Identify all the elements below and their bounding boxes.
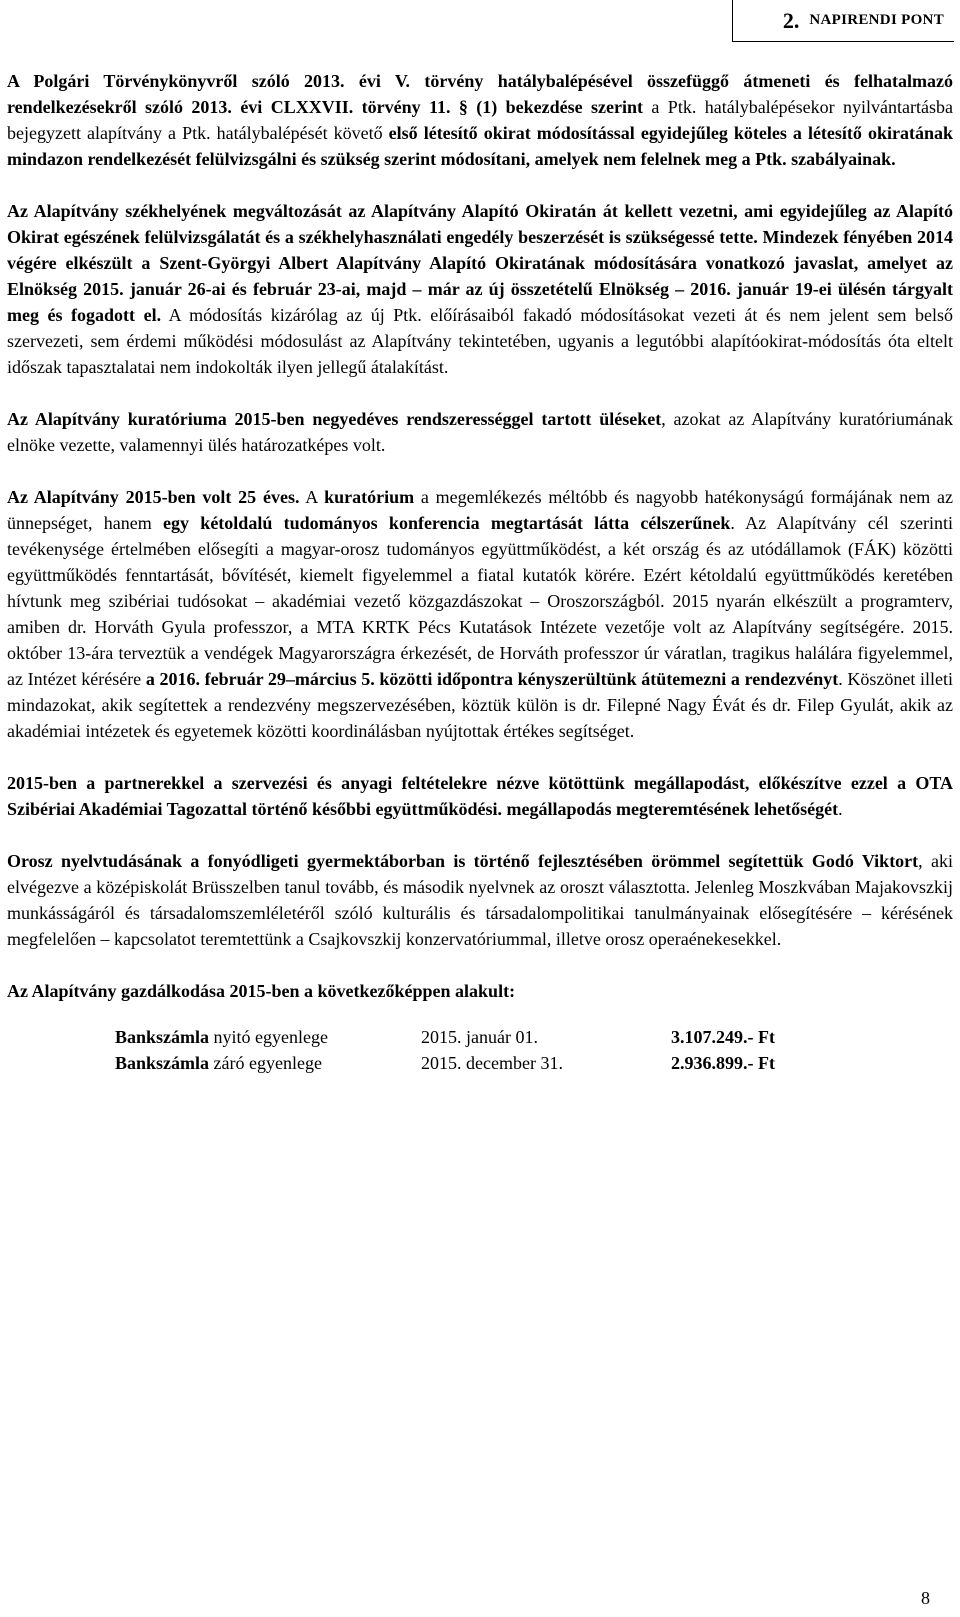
- balance-label-bold: Bankszámla: [115, 1027, 210, 1047]
- agenda-item-number: 2.: [782, 7, 800, 33]
- p1-text: a Ptk. hatálybalépésekor nyilvántartásba bejegyzett alapítvány a Ptk. hatálybalépését követő: [7, 97, 954, 143]
- p4-text-f: . Az Alapítvány cél szerinti tevékenysége értelmében elősegíti a magyar-orosz tudományos együttműködést, a két ország és az utódállamok (FÁK) közötti együttműködés fenntartását, bővítését, kiemelt figyelemmel a fiatal kutatók körére. Ezért kétoldalú együttműködés keretében hívtunk meg szibériai tudósokat – akadémiai vezető közgazdászokat – Oroszországból. 2015 nyarán elkészült a programterv, amiben dr. Horváth Gyula professzor, a MTA KRTK Pécs Kutatások Intézete vezetője volt az Alapítvány segítségére. 2015. október 13-ára terveztük a vendégek Magyarországra érkezését, de Horváth professzor úr váratlan, tragikus halálára figyelemmel, az Intézet kérésére: [7, 513, 953, 689]
- p4-text-d: a megemlékezés méltóbb és nagyobb hatékonyságú formájának nem az ünnepséget, hanem: [7, 487, 954, 533]
- balance-label: [115, 1024, 421, 1050]
- balance-amount: 3.107.249.- Ft: [671, 1027, 775, 1047]
- p6-text: , aki elvégezve a középiskolát Brüsszelben tanul tovább, és második nyelvnek az oroszt választotta. Jelenleg Moszkvában Majakovszkij munkásságáról és társadalomszemléletéről szóló kulturális és társadalompolitikai tanulmányainak elősegítésére – kérésének megfelelően – kapcsolatot teremtettünk a Csajkovszkij konzervatóriummal, illetve orosz operaénekesekkel.: [7, 851, 953, 949]
- document-body: [7, 68, 953, 1076]
- p4-bold-a: Az Alapítvány 2015-ben volt 25 éves.: [7, 487, 300, 507]
- p3-text: , azokat az Alapítvány kuratóriumának elnöke vezette, valamennyi ülés határozatképes volt.: [7, 409, 953, 455]
- table-row: [115, 1024, 775, 1050]
- balance-label-rest: nyitó egyenlege: [209, 1027, 328, 1047]
- p4-text-h: . Köszönet illeti mindazokat, akik segítettek a rendezvény megszervezésében, köztük külön is dr. Filepné Nagy Évát és dr. Filep Gyulát, akik az akadémiai intézetek és egyetemek közötti koordinálásban nyújtottak értékes segítséget.: [7, 669, 953, 741]
- balance-label: [115, 1050, 421, 1076]
- paragraph-scholarship: [7, 848, 953, 952]
- paragraph-ptk-law: [7, 68, 953, 172]
- balance-date: 2015. december 31.: [421, 1053, 563, 1073]
- p3-bold: Az Alapítvány kuratóriuma 2015-ben negyedéves rendszerességgel tartott üléseket: [7, 409, 662, 429]
- balance-amount: 2.936.899.- Ft: [671, 1053, 775, 1073]
- balance-table: [115, 1024, 775, 1076]
- paragraph-seat-change: [7, 198, 953, 380]
- agenda-item-header: [732, 0, 954, 42]
- p4-text-b: A: [299, 487, 325, 507]
- agenda-item-title: NAPIRENDI PONT: [809, 12, 944, 28]
- p4-bold-c: kuratórium: [324, 487, 415, 507]
- paragraph-partnership: [7, 770, 953, 822]
- balance-label-rest: záró egyenlege: [209, 1053, 322, 1073]
- paragraph-anniversary: [7, 484, 953, 744]
- balance-label-bold: Bankszámla: [115, 1053, 210, 1073]
- balance-date: 2015. január 01.: [421, 1027, 538, 1047]
- p1-bold-end: első létesítő okirat módosítással egyidejűleg köteles a létesítő okiratának mindazon rendelkezését felülvizsgálni és szükség szerint módosítani, amelyek nem felelnek meg a Ptk. szabályainak.: [7, 123, 953, 169]
- paragraph-board-meetings: [7, 406, 953, 458]
- p6-bold: Orosz nyelvtudásának a fonyódligeti gyermektáborban is történő fejlesztésében örömmel segítettük Godó Viktort: [7, 851, 919, 871]
- table-row: [115, 1050, 775, 1076]
- paragraph-finances-heading: [7, 978, 953, 1004]
- p1-bold-intro: A Polgári Törvénykönyvről szóló 2013. évi V. törvény hatálybalépésével összefüggő átmeneti és felhatalmazó rendelkezésekről szóló 2013. évi CLXXVII. törvény 11. § (1) bekezdése szerint: [7, 71, 953, 117]
- p2-bold: Az Alapítvány székhelyének megváltozását az Alapítvány Alapító Okiratán át kellett vezetni, ami egyidejűleg az Alapító Okirat egészének felülvizsgálatát és a székhelyhasználati engedély beszerzését is szükségessé tette. Mindezek fényében 2014 végére elkészült a Szent-Györgyi Albert Alapítvány Alapító Okiratának módosítására vonatkozó javaslat, amelyet az Elnökség 2015. január 26-ai és február 23-ai, majd – már az új összetételű Elnökség – 2016. január 19-ei ülésén tárgyalt meg és fogadott el.: [7, 201, 953, 325]
- p5-text: .: [838, 799, 843, 819]
- p5-bold: 2015-ben a partnerekkel a szervezési és anyagi feltételekre nézve kötöttünk megállapodást, előkészítve ezzel a OTA Szibériai Akadémiai Tagozattal történő későbbi együttműködési. megállapodás megteremtésének lehetőségét: [7, 773, 953, 819]
- finances-heading: Az Alapítvány gazdálkodása 2015-ben a következőképpen alakult:: [7, 981, 516, 1001]
- p4-bold-e: egy kétoldalú tudományos konferencia megtartását látta célszerűnek: [163, 513, 731, 533]
- p2-text: A módosítás kizárólag az új Ptk. előírásaiból fakadó módosításokat vezeti át és nem jelent sem belső szervezeti, sem érdemi működési módosulást az Alapítvány tekintetében, ugyanis a legutóbbi alapítóokirat-módosítás óta eltelt időszak tapasztalatai nem indokolták ilyen jellegű átalakítást.: [7, 305, 953, 377]
- p4-bold-g: a 2016. február 29–március 5. közötti időpontra kényszerültünk átütemezni a rendezvényt: [145, 669, 839, 689]
- page-number: 8: [921, 1588, 930, 1608]
